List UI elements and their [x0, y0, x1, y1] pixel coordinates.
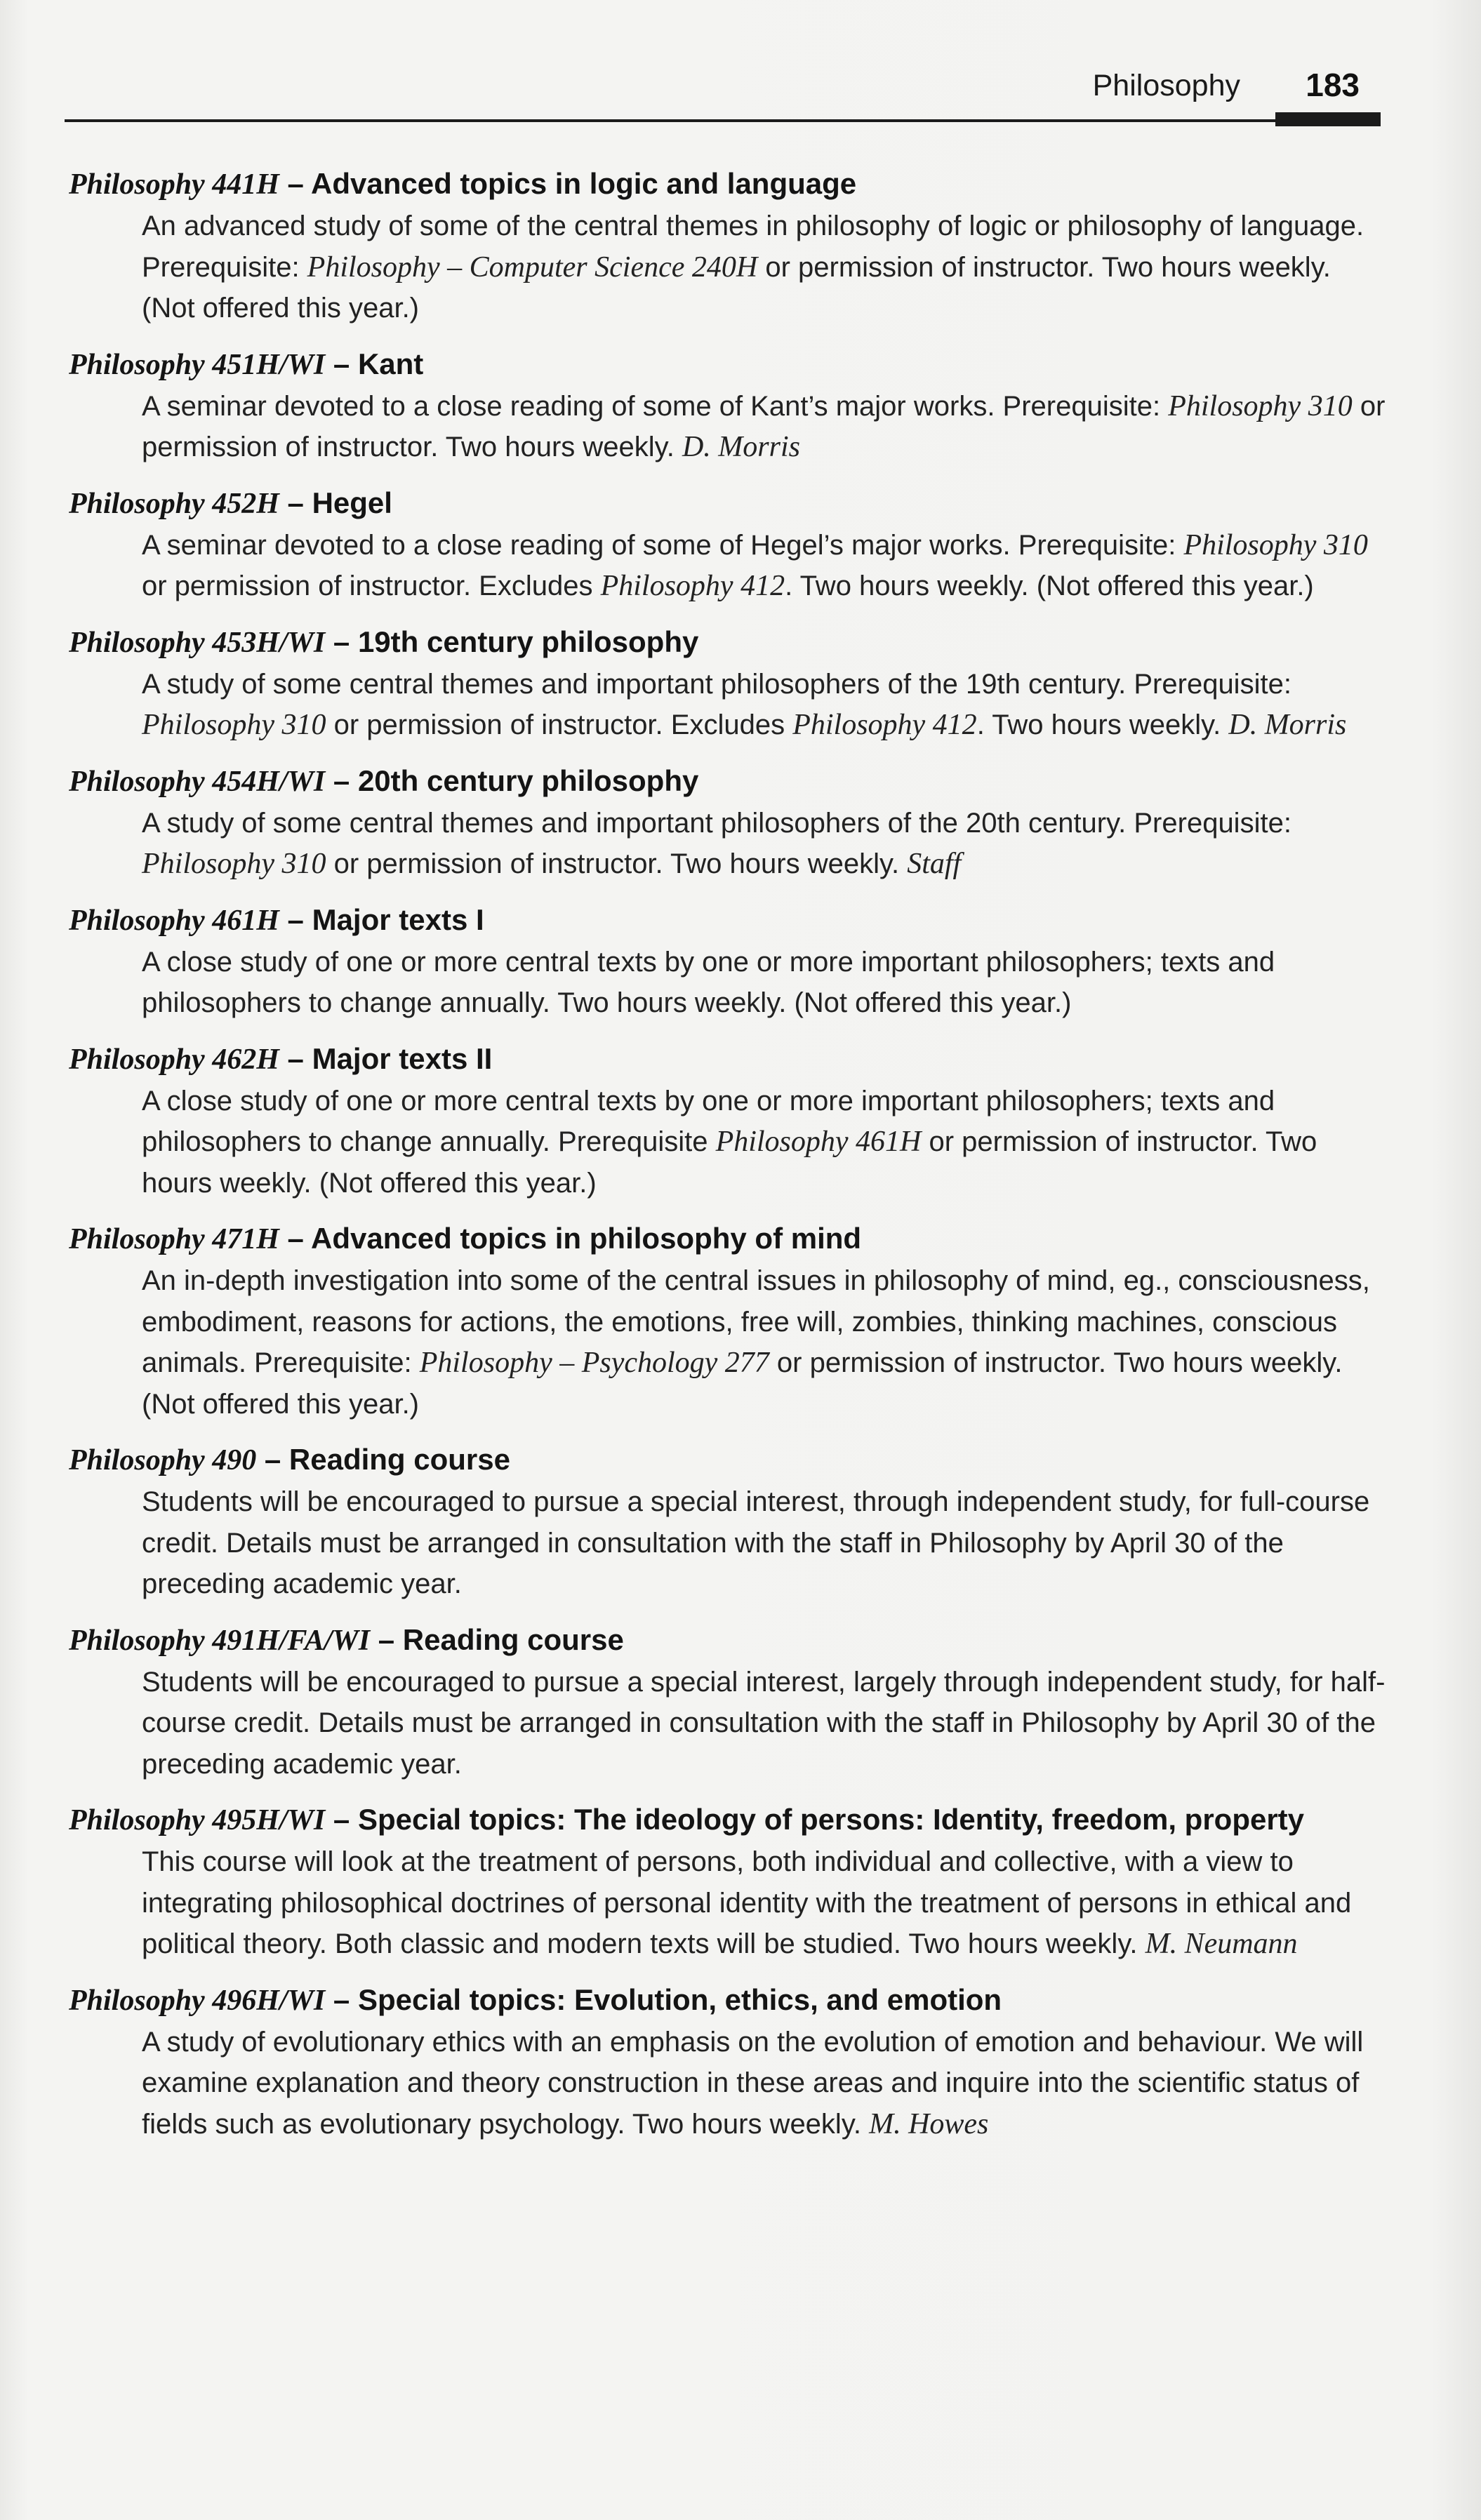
- course-reference: D. Morris: [1228, 709, 1347, 741]
- course-entry: [69, 1979, 1388, 2145]
- course-entry: [69, 163, 1388, 329]
- course-title: Reading course: [288, 1443, 510, 1476]
- course-title: Major texts II: [312, 1041, 493, 1075]
- course-heading: [69, 1799, 1388, 1841]
- course-text: A seminar devoted to a close reading of some of Hegel’s major works. Prerequisite:: [142, 529, 1184, 561]
- course-text: An in-depth investigation into some of the central issues in philosophy of mind, eg., consciousness, embodiment, reasons for actions, the emotions, free will, zombies, thinking machines, conscious animals. Prerequisite:: [142, 1265, 1370, 1378]
- course-reference: Philosophy 310: [142, 848, 326, 880]
- course-heading: [69, 1979, 1388, 2022]
- course-code: Philosophy 452H: [69, 487, 279, 520]
- course-code: Philosophy 441H: [69, 168, 279, 201]
- course-code: Philosophy 491H/FA/WI: [69, 1624, 371, 1657]
- course-reference: Philosophy 310: [1183, 528, 1368, 561]
- course-separator: –: [325, 625, 358, 658]
- course-entry: [69, 1619, 1388, 1785]
- course-text: or permission of instructor. Two hours weekly.: [326, 848, 908, 879]
- course-description: [142, 386, 1388, 468]
- course-separator: –: [325, 1982, 358, 2016]
- course-description: [142, 1662, 1388, 1785]
- course-entry: [69, 343, 1388, 468]
- course-description: [142, 942, 1388, 1024]
- course-reference: Philosophy 412: [792, 709, 977, 741]
- course-text: . Two hours weekly. (Not offered this year.): [785, 571, 1314, 601]
- course-code: Philosophy 490: [69, 1444, 257, 1476]
- course-separator: –: [279, 1041, 312, 1075]
- course-text: or permission of instructor. Two hours weekly. (Not offered this year.): [142, 1126, 1317, 1199]
- course-text: or permission of instructor. Two hours weekly. (Not offered this year.): [142, 1347, 1343, 1420]
- course-title: Hegel: [312, 486, 392, 519]
- course-reference: Philosophy 461H: [715, 1126, 922, 1158]
- course-text: A study of some central themes and important philosophers of the 19th century. Prerequisite:: [142, 668, 1291, 700]
- course-title: Special topics: The ideology of persons: Identity, freedom, property: [357, 1803, 1305, 1836]
- course-reference: Staff: [907, 848, 962, 880]
- course-heading: [69, 343, 1388, 386]
- course-code: Philosophy 454H/WI: [69, 765, 326, 798]
- course-reference: Philosophy 412: [600, 570, 785, 602]
- course-description: [142, 1841, 1388, 1965]
- course-heading: [69, 899, 1388, 942]
- course-separator: –: [279, 167, 312, 200]
- course-text: Students will be encouraged to pursue a special interest, through independent study, for full-course credit. Details must be arranged in consultation with the staff in Philosophy by April 30 of the preceding academic year.: [142, 1486, 1370, 1599]
- course-description: [142, 206, 1388, 329]
- course-heading: [69, 1038, 1388, 1081]
- course-separator: –: [325, 347, 358, 380]
- course-reference: M. Neumann: [1145, 1928, 1298, 1960]
- page-header: [65, 65, 1381, 135]
- course-text: . Two hours weekly.: [976, 709, 1229, 740]
- course-heading: [69, 482, 1388, 525]
- course-text: A close study of one or more central texts by one or more important philosophers; texts and philosophers to change annually. Two hours weekly. (Not offered this year.): [142, 946, 1275, 1018]
- course-description: [142, 1260, 1388, 1425]
- course-heading: [69, 163, 1388, 206]
- course-reference: Philosophy – Psychology 277: [419, 1347, 769, 1379]
- course-entry: [69, 1218, 1388, 1425]
- course-separator: –: [370, 1622, 403, 1656]
- course-heading: [69, 760, 1388, 803]
- course-entry: [69, 1799, 1388, 1965]
- course-reference: Philosophy 310: [1168, 389, 1353, 422]
- course-description: [142, 1081, 1388, 1204]
- course-entry: [69, 621, 1388, 746]
- header-tab-marker: [1275, 112, 1381, 126]
- course-title: Major texts I: [312, 902, 484, 936]
- course-text: This course will look at the treatment of persons, both individual and collective, with a view to integrating philosophical doctrines of personal identity with the treatment of persons in ethical and political theory. Both classic and modern texts will be studied. Two hours weekly.: [142, 1846, 1352, 1959]
- course-code: Philosophy 453H/WI: [69, 626, 326, 659]
- course-reference: Philosophy 310: [142, 709, 326, 741]
- course-code: Philosophy 462H: [69, 1043, 279, 1076]
- course-separator: –: [325, 1803, 358, 1836]
- course-text: A study of evolutionary ethics with an emphasis on the evolution of emotion and behaviour. We will examine explanation and theory construction in these areas and inquire into the scientific status of fields such as evolutionary psychology. Two hours weekly.: [142, 2026, 1364, 2140]
- course-code: Philosophy 451H/WI: [69, 348, 326, 381]
- course-heading: [69, 1439, 1388, 1481]
- course-reference: M. Howes: [869, 2107, 989, 2140]
- course-title: Reading course: [402, 1622, 624, 1656]
- course-text: A study of some central themes and important philosophers of the 20th century. Prerequisite:: [142, 807, 1291, 839]
- course-title: Advanced topics in philosophy of mind: [311, 1222, 862, 1255]
- course-separator: –: [279, 486, 312, 519]
- course-text: An advanced study of some of the central themes in philosophy of logic or philosophy of language. Prerequisite:: [142, 211, 1364, 283]
- course-title: Kant: [357, 347, 424, 380]
- course-entry: [69, 482, 1388, 607]
- course-entry: [69, 1038, 1388, 1204]
- course-text: or permission of instructor. Two hours weekly.: [142, 390, 1386, 462]
- course-title: 20th century philosophy: [357, 764, 699, 797]
- section-title: Philosophy: [1092, 69, 1240, 102]
- course-reference: Philosophy – Computer Science 240H: [307, 251, 758, 284]
- course-separator: –: [279, 902, 312, 936]
- page-number: 183: [1306, 67, 1360, 103]
- course-separator: –: [325, 764, 358, 797]
- course-description: [142, 803, 1388, 885]
- course-text: or permission of instructor. Two hours weekly. (Not offered this year.): [142, 251, 1331, 324]
- course-code: Philosophy 496H/WI: [69, 1984, 326, 2017]
- course-title: Advanced topics in logic and language: [311, 167, 857, 200]
- course-heading: [69, 621, 1388, 664]
- course-entry: [69, 760, 1388, 885]
- course-heading: [69, 1218, 1388, 1260]
- course-text: A seminar devoted to a close reading of some of Kant’s major works. Prerequisite:: [142, 390, 1169, 422]
- course-heading: [69, 1619, 1388, 1662]
- course-separator: –: [279, 1222, 312, 1255]
- course-reference: D. Morris: [682, 431, 800, 463]
- course-code: Philosophy 495H/WI: [69, 1804, 326, 1836]
- course-text: or permission of instructor. Excludes: [142, 571, 601, 601]
- course-title: 19th century philosophy: [357, 625, 699, 658]
- course-title: Special topics: Evolution, ethics, and emotion: [357, 1982, 1002, 2016]
- course-separator: –: [256, 1443, 289, 1476]
- course-entry: [69, 899, 1388, 1024]
- course-text: or permission of instructor. Excludes: [326, 709, 793, 740]
- course-description: [142, 664, 1388, 746]
- course-code: Philosophy 461H: [69, 904, 279, 937]
- header-rule: [65, 119, 1381, 122]
- course-text: A close study of one or more central texts by one or more important philosophers; texts and philosophers to change annually. Prerequisite: [142, 1085, 1275, 1157]
- course-description: [142, 1481, 1388, 1605]
- course-description: [142, 525, 1388, 607]
- course-text: Students will be encouraged to pursue a special interest, largely through independent study, for half-course credit. Details must be arranged in consultation with the staff in Philosophy by April 30 of the preceding academic year.: [142, 1666, 1386, 1780]
- course-entry: [69, 1439, 1388, 1605]
- course-code: Philosophy 471H: [69, 1223, 279, 1255]
- course-list: [69, 163, 1388, 2159]
- course-description: [142, 2022, 1388, 2145]
